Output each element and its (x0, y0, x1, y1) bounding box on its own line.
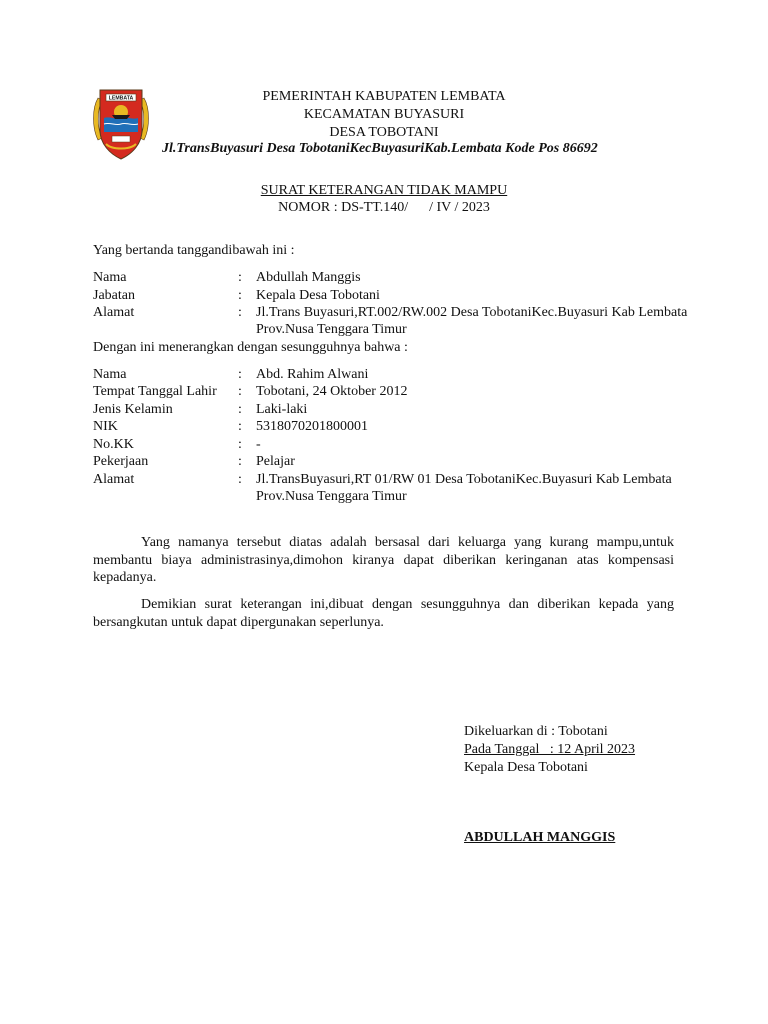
field-value: Pelajar (256, 454, 295, 469)
field-value: Kepala Desa Tobotani (256, 288, 380, 303)
colon: : (238, 270, 242, 285)
field-value: Jl.TransBuyasuri,RT 01/RW 01 Desa TobotaniKec.Buyasuri Kab Lembata (256, 472, 672, 487)
colon: : (238, 402, 242, 417)
field-value: Abd. Rahim Alwani (256, 367, 369, 382)
header-line-2: KECAMATAN BUYASURI (303, 107, 465, 122)
field-label: No.KK (93, 437, 134, 452)
field-label: Pekerjaan (93, 454, 149, 469)
field-value: Laki-laki (256, 402, 308, 417)
logo-text: LEMBATA (108, 95, 134, 102)
letter-title (0, 182, 768, 200)
field-label: NIK (93, 419, 118, 434)
letter-number: NOMOR : DS-TT.140/ / IV / 2023 (278, 200, 490, 215)
header-line-3: DESA TOBOTANI (329, 125, 439, 140)
intro-text: Yang bertanda tanggandibawah ini : (93, 243, 295, 258)
field-value: Tobotani, 24 Oktober 2012 (256, 384, 408, 399)
body-paragraph-1: Yang namanya tersebut diatas adalah bersasal dari keluarga yang kurang mampu,untuk membantu biaya administrasinya,dimohon kiranya dapat diberikan keringanan atas kompensasi kepadanya. (93, 535, 674, 585)
header-line-1: PEMERINTAH KABUPATEN LEMBATA (262, 89, 506, 104)
field-value-continued: Prov.Nusa Tenggara Timur (256, 322, 407, 337)
letter-title-text: SURAT KETERANGAN TIDAK MAMPU (260, 183, 508, 198)
field-label: Tempat Tanggal Lahir (93, 384, 217, 399)
field-value-continued: Prov.Nusa Tenggara Timur (256, 489, 407, 504)
issued-place: Dikeluarkan di : Tobotani (464, 724, 608, 739)
colon: : (238, 384, 242, 399)
colon: : (238, 419, 242, 434)
signer-position: Kepala Desa Tobotani (464, 760, 588, 775)
colon: : (238, 472, 242, 487)
signer-name: ABDULLAH MANGGIS (464, 830, 616, 845)
field-label: Jabatan (93, 288, 135, 303)
colon: : (238, 305, 242, 320)
issued-date: Pada Tanggal : 12 April 2023 (464, 742, 636, 757)
colon: : (238, 437, 242, 452)
header-address: Jl.TransBuyasuri Desa TobotaniKecBuyasuriKab.Lembata Kode Pos 86692 (162, 141, 598, 156)
field-value: Jl.Trans Buyasuri,RT.002/RW.002 Desa TobotaniKec.Buyasuri Kab Lembata (256, 305, 688, 320)
field-value: - (256, 437, 261, 452)
field-label: Alamat (93, 305, 135, 320)
field-label: Nama (93, 270, 127, 285)
field-value: 5318070201800001 (256, 419, 368, 434)
colon: : (238, 367, 242, 382)
field-value: Abdullah Manggis (256, 270, 361, 285)
colon: : (238, 454, 242, 469)
statement-text: Dengan ini menerangkan dengan sesungguhnya bahwa : (93, 340, 408, 355)
field-label: Nama (93, 367, 127, 382)
colon: : (238, 288, 242, 303)
field-label: Alamat (93, 472, 135, 487)
body-paragraph-2: Demikian surat keterangan ini,dibuat dengan sesungguhnya dan diberikan kepada yang bersangkutan untuk dapat dipergunakan seperlunya. (93, 597, 674, 630)
field-label: Jenis Kelamin (93, 402, 173, 417)
